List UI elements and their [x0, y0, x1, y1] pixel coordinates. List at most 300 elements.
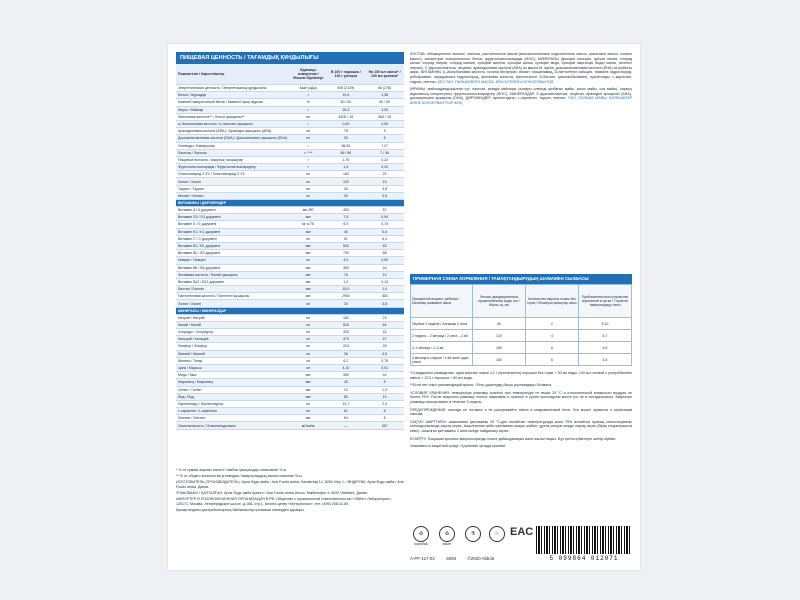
- nutrition-row: [176, 149, 404, 156]
- nutrition-row: [176, 113, 404, 120]
- kz-warning-text: ЕСКЕРТУ: Ешқашан қоспаны микротолқынды пеште дайындамаңыз және жылытпаңыз. Бұл қатты күйіктерге әкелуі мүмкін.: [410, 436, 617, 441]
- nutrient-value: 66 (276): [365, 85, 404, 92]
- nutrient-value: 224: [326, 343, 365, 350]
- nutrient-value: 42: [365, 329, 404, 336]
- manufacturer-text: ИЗГОТОВИТЕЛЬ (ПРОИЗВОДИТЕЛЬ): Арла Фудс амба / Arla Foods amba, Sønderhøj 14, 8260 Viby J. / ӨНДІРУШІ: Арла Фудс амба / Arla Foods amba, Дания.: [176, 480, 404, 489]
- nutrient-value: 0,50: [365, 257, 404, 264]
- nutrient-value: 518: [326, 321, 365, 328]
- nutrition-row: [176, 300, 404, 307]
- footnote: ** % от общего количества углеводов / көмірсулардың жалпы санынан %-ы: [176, 474, 302, 478]
- packer-text: УПАКОВАНО / ҚАПТАЛҒАН: Арла Фудс амба Арингс / Arla Foods amba Arinco, Mælkevejen 4, 6920 Videbæk, Дания.: [176, 491, 368, 495]
- nutrient-value: 3,8: [365, 185, 404, 192]
- nutrient-unit: мг: [290, 400, 326, 407]
- nutrient-value: 63: [365, 242, 404, 249]
- nutrient-value: 57: [365, 207, 404, 214]
- nutrient-value: 26,3: [326, 106, 365, 113]
- footnote: * % от суммы жирных кислот / майлы қышқылдар сомасынан %-ы: [176, 468, 287, 472]
- nutrient-name: Нуклеотиды / Нуклеотидтер: [176, 400, 290, 407]
- nutrient-value: 8: [365, 415, 404, 422]
- nutrition-row: [176, 92, 404, 99]
- nutrient-name: Фруктоолигосахариды / Фруктоолигосахаридтер: [176, 164, 290, 171]
- nutrient-value: 120: [326, 178, 365, 185]
- nutrient-value: 0,22: [365, 156, 404, 163]
- nutrient-unit: мг: [290, 171, 326, 178]
- nutrient-value: 0,13: [365, 278, 404, 285]
- nutrient-value: 7,5: [326, 214, 365, 221]
- nutrient-value: 20: [365, 171, 404, 178]
- nutrient-value: 15,0: [326, 286, 365, 293]
- kz-storage-text: САҚТАУ ШАРТТАРЫ: ашылмаған қаптаманы 25 °С-ден аспайтын температурада және 75% аспайтын ауаның салыстырмалы ылғалдылығында сақтау керек. Ашылғаннан кейін қаптаманы жақсы жабып, құрғақ салқын жерде сақтау керек (бірақ тоңазытқышта емес). Ашылған қаптаманы 3 апта ішінде пайдалану керек.: [410, 419, 632, 433]
- nutrition-row: [176, 422, 404, 429]
- nutrient-unit: мг: [290, 408, 326, 415]
- feeding-row: [411, 318, 632, 330]
- nutrient-name: Олигосахарид 2'-FL / Олигосахарид 2'-FL: [176, 171, 290, 178]
- nutrient-value: 9: [365, 128, 404, 135]
- nutrient-unit: мг: [290, 235, 326, 242]
- nutrition-row: [176, 379, 404, 386]
- nutrient-name: Ниацин / Ниацин: [176, 257, 290, 264]
- nutrient-unit: мкг: [290, 278, 326, 285]
- nutrition-row: [176, 321, 404, 328]
- nutrient-unit: мкг: [290, 286, 326, 293]
- nutrition-row: [176, 350, 404, 357]
- product-codes: [410, 556, 504, 561]
- feeding-age: 2–4 месяца / 2–4 ай: [411, 342, 473, 354]
- nutrient-value: 7 / 96: [365, 149, 404, 156]
- feeding-water: 120: [472, 330, 525, 342]
- nutrient-name: Витамин B6 / B6 дәрумені: [176, 264, 290, 271]
- nutrient-value: 379: [326, 336, 365, 343]
- feeding-age: 2 недели – 2 месяца / 2 апта – 2 ай: [411, 330, 473, 342]
- nutrient-value: 4,5: [365, 350, 404, 357]
- nutrient-unit: мг: [290, 329, 326, 336]
- nutrient-value: 160: [326, 171, 365, 178]
- recycle-bag-icon: ♻ пакет: [436, 526, 458, 550]
- nutrition-title: ПИЩЕВАЯ ЦЕННОСТЬ / ТАҒАМДЫҚ ҚҰНДЫЛЫҒЫ: [176, 52, 404, 64]
- nutrient-unit: мг: [290, 364, 326, 371]
- nutrition-row: [176, 271, 404, 278]
- nutrient-unit: мкг: [290, 264, 326, 271]
- nutrient-value: 45: [326, 228, 365, 235]
- feeding-col-header: Приблизительное количество кормлений в сутки / Тәулігіне тамақтандыру саны: [578, 285, 631, 318]
- nutrient-unit: Ккал (кДж): [290, 85, 326, 92]
- nutrient-unit: мг: [290, 336, 326, 343]
- feeding-water: 180: [472, 342, 525, 354]
- plant-code: S894: [446, 556, 457, 561]
- nutrition-rows: [176, 85, 404, 430]
- nutrient-value: 1,0: [326, 278, 365, 285]
- storage-text: УСЛОВИЯ ХРАНЕНИЯ: невскрытую упаковку хранить при температуре не выше 25 °С и относительной влажности воздуха не более 75%. После вскрытия упаковку плотно закрывать и хранить в сухом прохладном месте (но не в холодильнике). Вскрытую упаковку использовать в течение 3 недель.: [410, 390, 632, 404]
- section-title: МИНЕРАЛЫ / МИНЕРАЛДАР: [176, 307, 404, 314]
- nutrient-name: Холин / Холин: [176, 300, 290, 307]
- nutrition-row: [176, 135, 404, 142]
- nutrient-name: Пищевые волокна / Азықтық талшықтар: [176, 156, 290, 163]
- nutrition-row: [176, 278, 404, 285]
- recycle-loop-icon: ♲: [486, 526, 508, 550]
- nutrient-name: Марганец / Марганец: [176, 379, 290, 386]
- nutrient-value: 61: [326, 408, 365, 415]
- nutrition-row: [176, 142, 404, 149]
- feeding-header-row: [411, 285, 632, 318]
- nutrient-value: 30: [326, 300, 365, 307]
- nutrient-name: Углеводы / Көмірсулар: [176, 142, 290, 149]
- nutrient-value: 0,40: [326, 120, 365, 127]
- nutrient-value: 4,0: [326, 257, 365, 264]
- nutrient-unit: мг: [290, 257, 326, 264]
- nutrient-value: 2,5: [365, 400, 404, 407]
- nutrient-name: Витамин E / E дәрумені: [176, 221, 290, 228]
- nutrition-row: [176, 192, 404, 199]
- nutrient-unit: г: [290, 92, 326, 99]
- nutrition-row: [176, 120, 404, 127]
- nutrient-value: 350: [326, 264, 365, 271]
- feeding-scoops: 6: [525, 342, 578, 354]
- nutrition-row: [176, 415, 404, 422]
- nutrition-row: [176, 156, 404, 163]
- nutrient-value: 0,20: [365, 164, 404, 171]
- nutrient-name: Витамин K1 / K1 дәрумені: [176, 228, 290, 235]
- feeding-title: ПРИМЕРНАЯ СХЕМА КОРМЛЕНИЯ / ТАМАҚТАНДЫРУДЫҢ ШАМАМЕН СЫЗБАСЫ: [410, 274, 632, 284]
- nutrient-value: 51: [326, 235, 365, 242]
- nutrient-unit: г: [290, 142, 326, 149]
- importer-text: ИМПОРТЕР И УПОЛНОМОЧЕННАЯ ОРГАНИЗАЦИЯ В РФ: Общество с ограниченной ответственностью «Эбботт Лэбораториз», 125171, Москва, Ленинградское шоссе, д.16А, стр.1, Бизнес-центр «Метрополис», тел. (495) 258-42-80.: [176, 497, 392, 506]
- nutrient-value: 509 (2129): [326, 85, 365, 92]
- nutrient-value: 2900: [326, 293, 365, 300]
- nutrition-row: [176, 264, 404, 271]
- feeding-water: 60: [472, 318, 525, 330]
- nutrition-header-row: [176, 64, 404, 85]
- nutrient-value: 80: [326, 393, 365, 400]
- nutrient-value: 1,6: [326, 164, 365, 171]
- nutrition-row: [176, 214, 404, 221]
- nutrient-unit: мкг: [290, 228, 326, 235]
- nutrient-unit: мг: [290, 192, 326, 199]
- nutrient-value: 56,54: [326, 142, 365, 149]
- nutrient-name: Калий / Калий: [176, 321, 290, 328]
- nutrient-value: 563 / 18: [365, 113, 404, 120]
- nutrition-row: [176, 171, 404, 178]
- nutrient-name: Фолиевая кислота / Фолий қышқылы: [176, 271, 290, 278]
- nutrient-name: Селен / Селен: [176, 386, 290, 393]
- nutrient-name: Витамин B1 / B1 дәрумені: [176, 242, 290, 249]
- nutrient-name: Казеин/Сывороточный белок / Казеин/Сарсу ақуызы: [176, 99, 290, 106]
- nutrient-name: Магний / Магний: [176, 350, 290, 357]
- nutrient-value: 64: [326, 415, 365, 422]
- nutrient-value: 5,6: [365, 228, 404, 235]
- nutrient-value: 6,0: [326, 221, 365, 228]
- nutrient-unit: г: [290, 156, 326, 163]
- nutrient-unit: мг: [290, 350, 326, 357]
- nutrition-row: [176, 336, 404, 343]
- nutrient-unit: мг: [290, 314, 326, 321]
- feeding-scoops: 4: [525, 330, 578, 342]
- nutrient-value: 88: [365, 250, 404, 257]
- nutrient-unit: мкг: [290, 214, 326, 221]
- nutrient-name: Витамин B12 / B12 дәрумені: [176, 278, 290, 285]
- nutrient-value: 10: [326, 386, 365, 393]
- nutrient-unit: мкг: [290, 393, 326, 400]
- nutrient-value: 30: [326, 135, 365, 142]
- feeding-row: [411, 342, 632, 354]
- package-footer: [410, 526, 632, 566]
- nutrient-name: Таурин / Таурин: [176, 185, 290, 192]
- nutrient-name: Арахидоновая кислота (ARA) / Арахидон қышқылы (ARA): [176, 128, 290, 135]
- nutrition-row: [176, 207, 404, 214]
- nutrient-name: α-Линоленовая кислота / α-линолен қышқылы: [176, 120, 290, 127]
- feeding-schedule: [410, 274, 632, 452]
- nutrient-unit: мкг: [290, 372, 326, 379]
- nutrition-row: [176, 343, 404, 350]
- nutrient-value: 30: [326, 192, 365, 199]
- nutrient-value: 5: [365, 135, 404, 142]
- nutrient-value: 15: [365, 178, 404, 185]
- nutrient-value: 3,8: [365, 192, 404, 199]
- food-grade-icon: ⚗: [462, 526, 484, 550]
- nutrient-name: Белки / Ақуыздар: [176, 92, 290, 99]
- nutrient-value: 363: [365, 293, 404, 300]
- nutrient-value: 64: [365, 321, 404, 328]
- nutrient-unit: мкг: [290, 242, 326, 249]
- nutrient-name: Лактоза / Лактоза: [176, 149, 290, 156]
- nutrient-unit: мкг: [290, 271, 326, 278]
- nutrient-unit: мОсм/кг: [290, 422, 326, 429]
- nutrient-name: Цинк / Мырыш: [176, 364, 290, 371]
- feeding-times: 6-7: [578, 330, 631, 342]
- nutrition-row: [176, 250, 404, 257]
- nutrient-value: 56 / 96: [326, 149, 365, 156]
- barcode-number: 5 099864 012071: [549, 555, 619, 562]
- nutrient-name: Холин / Холин: [176, 178, 290, 185]
- nutrition-table: [176, 64, 404, 430]
- nutrition-row: [176, 106, 404, 113]
- nutrient-value: 50 / 50: [365, 99, 404, 106]
- nutrient-value: 7,07: [365, 142, 404, 149]
- nutrition-row: [176, 242, 404, 249]
- nutrient-value: 44: [365, 372, 404, 379]
- col-header: Единицы измерения / Өлшем бірліктері: [290, 64, 326, 85]
- nutrient-name: Инозит / Инозит: [176, 192, 290, 199]
- nutrient-name: Витамин A / A дәрумені: [176, 207, 290, 214]
- nutrient-name: Железо / Темір: [176, 357, 290, 364]
- nutrition-section-row: [176, 200, 404, 207]
- col-header: Показатели / Көрсеткіштер: [176, 64, 290, 85]
- nutrient-value: —: [326, 422, 365, 429]
- composition-column: [410, 52, 632, 109]
- nutrient-value: 700: [326, 250, 365, 257]
- nutrient-value: 6,4: [365, 235, 404, 242]
- nutrition-row: [176, 386, 404, 393]
- nutrient-name: Хлориды / Хлоридтер: [176, 329, 290, 336]
- nutrient-name: Натрий / Натрий: [176, 314, 290, 321]
- nutrient-name: Витамин B2 / B2 дәрумені: [176, 250, 290, 257]
- nutrient-value: 47: [365, 336, 404, 343]
- nutrient-value: 10: [365, 393, 404, 400]
- nutrient-name: Энергетическая ценность / Энергетикалық құндылығы: [176, 85, 290, 92]
- doctor-note: **Если нет иных рекомендаций врача. / Егер дәрігердің басқа ұсынымдары болмаса.: [410, 383, 552, 388]
- nutrition-section-row: [176, 307, 404, 314]
- nutrient-unit: г: [290, 120, 326, 127]
- nutrient-value: 3,39: [365, 106, 404, 113]
- feeding-col-header: Количество мерных ложек без горки / Өлшеуіш қасықтар саны: [525, 285, 578, 318]
- nutrient-value: 0,75: [365, 221, 404, 228]
- warning-text: ПРЕДУПРЕЖДЕНИЕ: никогда не готовьте и не разогревайте смесь в микроволновой печи. Это может привести к серьезным ожогам.: [410, 407, 632, 417]
- nutrient-unit: мг: [290, 113, 326, 120]
- eac-mark: EAC: [510, 526, 534, 538]
- nutrition-row: [176, 286, 404, 293]
- nutrition-row: [176, 408, 404, 415]
- nutrient-value: 36: [326, 350, 365, 357]
- nutrient-value: 0,78: [365, 357, 404, 364]
- feeding-age: 4 месяца и старше / 4 ай және одан үлкен: [411, 354, 473, 366]
- nutrient-value: 1,38: [365, 92, 404, 99]
- nutrient-name: Витамин C / С дәрумені: [176, 235, 290, 242]
- nutrient-unit: мг: [290, 300, 326, 307]
- nutrient-value: 333: [326, 329, 365, 336]
- nutrient-value: 4,10: [326, 364, 365, 371]
- nutrition-row: [176, 400, 404, 407]
- nutrient-value: 500: [326, 242, 365, 249]
- nutrient-value: 28: [365, 343, 404, 350]
- nutrient-value: 1,9: [365, 286, 404, 293]
- section-title: ВИТАМИНЫ / ДӘРУМЕНДЕР: [176, 200, 404, 207]
- nutrient-unit: мг α-TE: [290, 221, 326, 228]
- nutrient-name: L-карнитин / L-карнитин: [176, 408, 290, 415]
- nutrient-value: 4500 / 18: [326, 113, 365, 120]
- nutrient-value: 50 / 50: [326, 99, 365, 106]
- col-header: На 100 мл смеси* / 100 мл қоспаға*: [365, 64, 404, 85]
- nutrition-row: [176, 364, 404, 371]
- nutrient-unit: мкг: [290, 379, 326, 386]
- nutrient-unit: мг: [290, 135, 326, 142]
- composition-text: СОСТАВ: обезжиренное молоко, лактоза, растительные масла (высокоолеиновое подсолнечное масло, кокосовое масло, соевое масло), концентрат сывороточного белка, фруктоолигосахариды (ФОС), МИНЕРАЛЫ (фосфат кальция, цитрат калия, хлорид калия, хлорид натрия, хлорид магния, сульфат железа, сульфат цинка, сульфат меди, сульфат марганца, йодат калия, селенит натрия), 2'-фукозиллактоза, лецитин, арахидоновая кислота (ARA) из масла M. alpina, докозагексаеновая кислота (DHA) из рыбьего жира, ВИТАМИНЫ (L-аскорбиновая кислота, холина битартрат, инозит, ниацинамид, D-пантотенат кальция, тиамина гидрохлорид, рибофлавин, пиридоксина гидрохлорид, фолиевая кислота, филлохинон, D-биотин, цианокобаламин), нуклеотиды, L-карнитин, таурин, лютеин. БЕЗ ГМО, ПАЛЬМОВОГО МАСЛА, КРАСИТЕЛЕЙ И КОНСЕРВАНТОВ.: [410, 52, 632, 84]
- package-back-panel: [168, 44, 640, 570]
- nutrition-row: [176, 185, 404, 192]
- nutrient-unit: мг: [290, 185, 326, 192]
- nutrient-unit: мг: [290, 321, 326, 328]
- nutrient-value: 40: [326, 379, 365, 386]
- feeding-col-header: Теплая (предварительно прокипяченная) вода, мл / Жылы су, мл: [472, 285, 525, 318]
- nutrient-value: 1,3: [365, 386, 404, 393]
- nutrient-unit: мг: [290, 178, 326, 185]
- nutrient-value: 0,94: [365, 214, 404, 221]
- barcode: [536, 526, 632, 566]
- copyright: ©2020 Abbott: [467, 556, 495, 561]
- nutrient-unit: мкг: [290, 250, 326, 257]
- nutrient-value: 0,51: [365, 364, 404, 371]
- nutrient-value: 75: [326, 128, 365, 135]
- nutrient-unit: мг: [290, 357, 326, 364]
- nutrient-value: 0,06: [365, 120, 404, 127]
- distributor-note: Қазақстандағы дистрибьюторлық байланыстар қосымша стикерден қараңыз.: [176, 508, 305, 512]
- feeding-col-header: Примерный возраст ребенка / Баланың шамамен жасы: [411, 285, 473, 318]
- nutrient-name: Лютеин / Лютеин: [176, 415, 290, 422]
- feeding-row: [411, 354, 632, 366]
- nutrient-name: Докозагексаеновая кислота (DHA) / Докозагексаен қышқылы (DHA): [176, 135, 290, 142]
- nutrient-value: 6,2: [326, 357, 365, 364]
- dilution-note: *Стандартное разведение: одна мерная ложка 4,2 г (прилагается) порошка без горки + 30 мл воды. 100 мл готовой к употреблению смеси = 12,5 г порошка + 90 мл воды.: [410, 371, 632, 380]
- nutrient-value: 23: [365, 314, 404, 321]
- nutrition-row: [176, 293, 404, 300]
- nutrition-row: [176, 99, 404, 106]
- nutrient-unit: мкг: [290, 415, 326, 422]
- feeding-table: [410, 284, 632, 366]
- feeding-times: 5-6: [578, 342, 631, 354]
- nutrition-row: [176, 85, 404, 92]
- instructions: [410, 371, 632, 449]
- feeding-scoops: 6: [525, 354, 578, 366]
- recycle-box-icon: ♻ коробка: [410, 526, 432, 550]
- nutrient-name: Фосфор / Фосфор: [176, 343, 290, 350]
- feeding-row: [411, 330, 632, 342]
- nutrient-value: 1,76: [326, 156, 365, 163]
- feeding-times: 4-5: [578, 354, 631, 366]
- feeding-age: Первые 2 недели / Алғашқы 2 апта: [411, 318, 473, 330]
- nutrient-name: Пантотеновая кислота / Пантотен қышқылы: [176, 293, 290, 300]
- nutrient-value: 10: [365, 271, 404, 278]
- nutrient-value: 8: [365, 408, 404, 415]
- batch-code: A-PF-117-02: [410, 556, 435, 561]
- nutrition-row: [176, 228, 404, 235]
- barcode-bars: [536, 526, 632, 554]
- packing-note: Упаковано в защитной среде / Қорғалған ортада оралған.: [410, 444, 507, 449]
- nutrition-row: [176, 314, 404, 321]
- nutrient-unit: г: [290, 106, 326, 113]
- nutrition-row: [176, 164, 404, 171]
- nutrition-row: [176, 393, 404, 400]
- nutrient-name: Медь / Мыс: [176, 372, 290, 379]
- nutrient-unit: мкг: [290, 386, 326, 393]
- nutrient-name: Осмоляльность / Осмоляльдылығы: [176, 422, 290, 429]
- nutrient-unit: г / ***: [290, 149, 326, 156]
- nutrition-row: [176, 357, 404, 364]
- nutrient-name: Биотин / Биотин: [176, 286, 290, 293]
- nutrient-value: 44: [365, 264, 404, 271]
- nutrient-unit: мкг: [290, 293, 326, 300]
- nutrient-value: 350: [326, 372, 365, 379]
- nutrient-name: Линолевая кислота** / Линол қышқылы**: [176, 113, 290, 120]
- nutrient-name: Йод / Йод: [176, 393, 290, 400]
- nutrient-value: 267: [365, 422, 404, 429]
- nutrient-name: Витамин D3 / D3 дәрумені: [176, 214, 290, 221]
- nutrition-row: [176, 221, 404, 228]
- feeding-times: 8-10: [578, 318, 631, 330]
- nutrition-row: [176, 235, 404, 242]
- nutrient-name: Жиры / Майлар: [176, 106, 290, 113]
- nutrition-row: [176, 257, 404, 264]
- nutrient-value: 453: [326, 207, 365, 214]
- nutrient-value: 5: [365, 379, 404, 386]
- nutrient-name: Кальций / Кальций: [176, 336, 290, 343]
- feeding-water: 180: [472, 354, 525, 366]
- nutrition-row: [176, 178, 404, 185]
- nutrient-unit: %: [290, 99, 326, 106]
- composition-note: БЕЗ ГМО, ПАЛЬМОВОГО МАСЛА, КРАСИТЕЛЕЙ И КОНСЕРВАНТОВ.: [437, 79, 555, 84]
- kz-composition-note: ГМО, ПАЛЬМА МАЙЫ, БОЯҒЫШТАР ЖӘНЕ КОНСЕРВАНТТАР ЖОҚ.: [410, 96, 633, 105]
- nutrient-value: 30: [326, 185, 365, 192]
- nutrient-unit: мг: [290, 128, 326, 135]
- nutrient-value: 3,8: [365, 300, 404, 307]
- nutrient-unit: г: [290, 164, 326, 171]
- nutrient-value: 182: [326, 314, 365, 321]
- nutrition-row: [176, 329, 404, 336]
- nutrient-value: 19,7: [326, 400, 365, 407]
- col-header: В 100 г порошка / 100 г ұнтақта: [326, 64, 365, 85]
- nutrient-value: 76: [326, 271, 365, 278]
- nutrition-panel: [176, 52, 404, 538]
- feeding-scoops: 2: [525, 318, 578, 330]
- footnotes: [176, 468, 404, 514]
- nutrition-row: [176, 128, 404, 135]
